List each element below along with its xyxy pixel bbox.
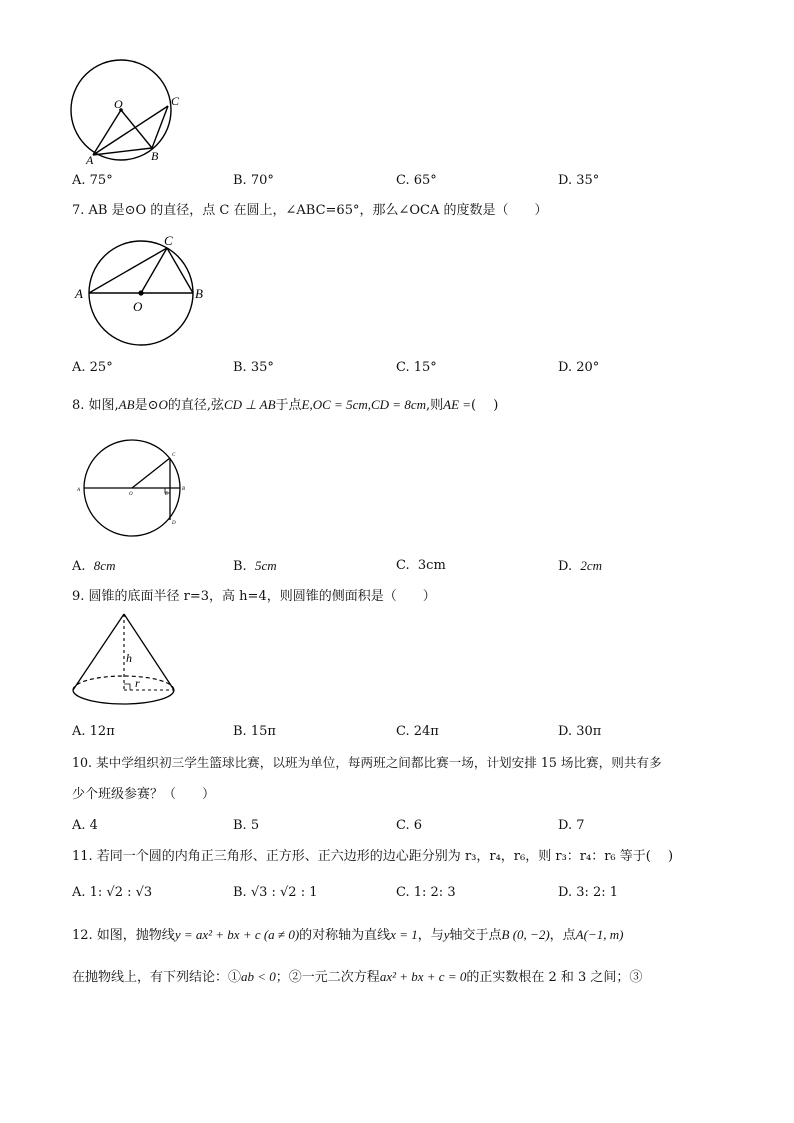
q6-label-o: O (114, 97, 123, 111)
q6-option-b[interactable]: B. 70° (233, 173, 274, 188)
q8-ask: AE = (443, 397, 472, 412)
q8-option-a[interactable] (72, 557, 115, 576)
q12-conclusion1: ab < 0 (241, 969, 276, 984)
q9-label-h: h (126, 651, 132, 665)
q8-segment-oc (132, 458, 170, 488)
q12-y: y (443, 927, 450, 942)
q12-line2-post: 的正实数根在 2 和 3 之间；③ (466, 970, 643, 985)
q7-label-b: B (195, 286, 203, 301)
q8-text (72, 396, 498, 415)
q10-option-d[interactable]: D. 7 (558, 818, 585, 833)
q10-option-c[interactable]: C. 6 (396, 818, 423, 833)
q6-option-a[interactable]: A. 75° (72, 173, 113, 188)
q7-label-c: C (164, 233, 173, 248)
q7-center-dot (138, 290, 143, 295)
q8-option-b-letter: B. (233, 559, 247, 574)
q8-text-mid2: 的直径,弦 (167, 398, 224, 413)
q8-e: E (301, 397, 310, 412)
q12-point-a: A(−1, m) (575, 927, 624, 942)
q7-segment-bc (167, 248, 193, 293)
q6-segment-oa (93, 110, 121, 155)
q7-option-b[interactable]: B. 35° (233, 360, 274, 375)
q8-ab: AB (118, 397, 135, 412)
q12-line1-pre: 12. 如图，抛物线 (72, 928, 175, 943)
q9-base-front-arc (73, 690, 174, 704)
q8-option-c[interactable] (396, 557, 446, 575)
q12-point-b: B (0, −2) (501, 927, 550, 942)
q6-segment-ob (121, 110, 152, 148)
q7-option-d[interactable]: D. 20° (558, 360, 600, 375)
q8-option-d[interactable] (558, 557, 602, 576)
q11-text: 11. 若同一个圆的内角正三角形、正方形、正六边形的边心距分别为 r₃，r₄，r₆，则 r₃：r₄：r₆ 等于( ) (72, 849, 674, 864)
q11-option-a[interactable]: A. 1: √2 : √3 (72, 885, 153, 900)
q9-option-b[interactable]: B. 15π (233, 724, 276, 739)
q8-label-a: A (77, 488, 81, 493)
q8-text-mid4: ,则 (425, 398, 444, 413)
q8-circle-figure (74, 438, 204, 542)
q8-label-o: O (129, 492, 133, 497)
q8-cd-perp-ab: CD ⊥ AB (224, 397, 276, 412)
q12-line1-mid: 的对称轴为直线 (299, 928, 391, 943)
q8-option-d-letter: D. (558, 559, 573, 574)
q6-label-b: B (151, 149, 159, 163)
q12-line1-mid3: 轴交于点 (449, 928, 502, 943)
q10-text-line1: 10. 某中学组织初三学生篮球比赛，以班为单位，每两班之间都比赛一场，计划安排 15 场比赛，则共有多 (72, 755, 662, 770)
q7-option-a[interactable]: A. 25° (72, 360, 113, 375)
q6-segment-ac (93, 106, 168, 155)
q11-option-b[interactable]: B. √3 : √2 : 1 (233, 885, 318, 900)
q9-cone-figure (68, 608, 180, 714)
q9-option-d[interactable]: D. 30π (558, 724, 602, 739)
q8-option-a-value: 8cm (93, 558, 116, 573)
q8-given: ,OC = 5cm,CD = 8cm (309, 397, 426, 412)
q9-cone-left-side (73, 614, 124, 690)
q12-line2-pre: 在抛物线上，有下列结论：① (72, 970, 242, 985)
q12-axis: x = 1 (390, 927, 418, 942)
q7-text: 7. AB 是⊙O 的直径，点 C 在圆上，∠ABC=65°，那么∠OCA 的度数是（ ） (72, 203, 548, 218)
q9-text: 9. 圆锥的底面半径 r=3，高 h=4，则圆锥的侧面积是（ ） (72, 589, 436, 604)
q12-line2-mid: ；②一元二次方程 (275, 970, 380, 985)
q7-segment-ac (89, 248, 167, 293)
q12-line1-mid4: ，点 (549, 928, 576, 943)
q8-text-mid1: 是⊙ (134, 398, 159, 413)
q8-option-a-letter: A. (72, 559, 86, 574)
q12-line1-mid2: ，与 (417, 928, 444, 943)
q6-option-c[interactable]: C. 65° (396, 173, 437, 188)
q6-option-d[interactable]: D. 35° (558, 173, 600, 188)
q8-option-c-letter: C. (396, 558, 410, 573)
q8-paren: ( ) (471, 398, 499, 413)
q7-label-a: A (75, 286, 83, 301)
q7-label-o: O (133, 299, 143, 314)
q8-o: O (158, 397, 168, 412)
q8-label-e: E (165, 492, 169, 497)
q6-label-c: C (171, 94, 180, 108)
q8-text-pre: 8. 如图, (72, 398, 119, 413)
q8-label-b: B (182, 487, 186, 492)
q9-label-r: r (135, 676, 140, 690)
q8-option-b-value: 5cm (254, 558, 277, 573)
q8-text-mid3: 于点 (275, 398, 302, 413)
q10-text-line2: 少个班级参赛？（ ） (72, 787, 216, 802)
q10-option-b[interactable]: B. 5 (233, 818, 260, 833)
q8-option-d-value: 2cm (580, 558, 603, 573)
q9-option-a[interactable]: A. 12π (72, 724, 115, 739)
q11-option-d[interactable]: D. 3: 2: 1 (558, 885, 619, 900)
q9-right-angle-mark (124, 684, 130, 690)
q12-text-line2 (72, 968, 642, 987)
q9-option-c[interactable]: C. 24π (396, 724, 439, 739)
q12-text-line1 (72, 926, 623, 945)
q12-equation: y = ax² + bx + c (a ≠ 0) (174, 927, 300, 942)
q7-option-c[interactable]: C. 15° (396, 360, 437, 375)
q10-option-a[interactable]: A. 4 (72, 818, 98, 833)
q8-option-c-value: 3cm (417, 558, 446, 573)
q12-equation2: ax² + bx + c = 0 (379, 969, 467, 984)
q8-label-c: C (172, 453, 176, 458)
q11-option-c[interactable]: C. 1: 2: 3 (396, 885, 456, 900)
q6-label-a: A (86, 153, 94, 167)
q8-option-b[interactable] (233, 557, 277, 576)
q7-circle-figure (70, 230, 220, 348)
q8-label-d: D (172, 521, 176, 526)
q6-circle-figure (62, 58, 202, 168)
